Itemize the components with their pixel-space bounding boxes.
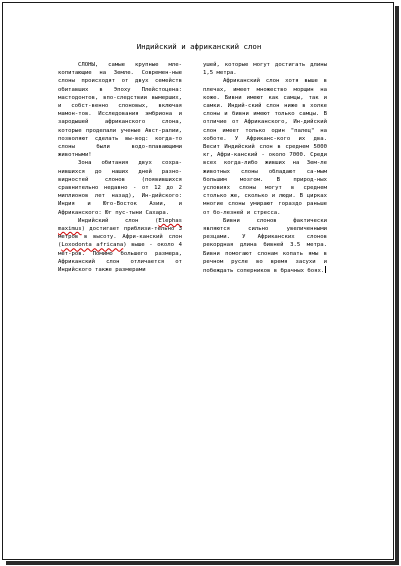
text-run: СЛОНЫ, самые крупные мле-копитающие на Земле. Современ-ные слоны происходят от двух семейств обитавших в Эпоху Плейстоцена: мастодонтов, впо-следствии вымерших, и собст-венно слоновых, включая мамон-тов. Исследования эмбриона и зародышей африканского слона, которые проделали ученые Авст-ралии, позволяют сделать вы-вод: когда-то слоны были водо-плавающими животными!	[58, 62, 182, 159]
document-title: Индийский и африканский слон	[136, 42, 262, 51]
paragraph	[203, 61, 327, 77]
paragraph	[58, 159, 182, 216]
document-page[interactable]	[2, 2, 394, 560]
text-column-left[interactable]	[58, 61, 182, 274]
paragraph	[203, 217, 327, 275]
paragraph	[58, 61, 182, 159]
misspelled-text: Elephas maximus	[58, 217, 182, 233]
misspelled-text: Loxodonta africana	[61, 242, 124, 249]
text-cursor	[325, 266, 326, 273]
text-column-right[interactable]	[203, 61, 327, 275]
text-run: ушей, которые могут достигать длины 1,5 метра.	[203, 62, 327, 77]
text-run: Зона обитания двух сохра-нившихся до наших дней разно-видностей слонов (появившихся сравнительно недавно - от 12 до 2 миллионов лет назад), Ин-дийского: Индия и Юго-Восток Азии, и Африканского: Юг пус-тыни Сахара.	[58, 160, 182, 216]
text-run: ) выше - около 4 мет-ров. Помимо большего размера, Африканский слон отличается от Индийского также размерами	[58, 242, 182, 274]
paragraph	[58, 217, 182, 274]
page-shadow-right	[395, 6, 399, 562]
page-shadow-bottom	[6, 561, 399, 565]
text-run: Бивни слонов фактически являются сильно увеличенными резцами. У Африканских слонов рекордная длина бивней 3.5 метра. Бивни помогают слонам копать ямы в речном русле во время засухи и побеждать соперников в брачных боях.	[203, 217, 327, 275]
text-run: Африканский слон хотя выше в плечах, имеет множество морщин на коже. Бивни имеют как самцы, так и самки. Индий-ский слон ниже в холке слоны и бивни имеют только самцы. В отличие от Африканского, Ин-дийский слон имеет только один "палец" на хоботе. У Африканс-кого их два. Весит Индийский слон в среднем 5000 кг, Афри-канский - около 7000. Среди всех когда-либо живших на Зем-ле животных слоны обладают са-мым большим мозгом. В природ-ных условиях слоны могут в среднем столько же, сколько и люди. В цирках многие слоны умирают гораздо раньше от бо-лезней и стресса.	[203, 78, 327, 216]
text-run: Индийский слон (	[78, 217, 159, 224]
text-run: ) достигает приблизи-тельно 3 метров в высоту. Афри-канский слон (	[58, 226, 182, 249]
paragraph	[203, 77, 327, 216]
